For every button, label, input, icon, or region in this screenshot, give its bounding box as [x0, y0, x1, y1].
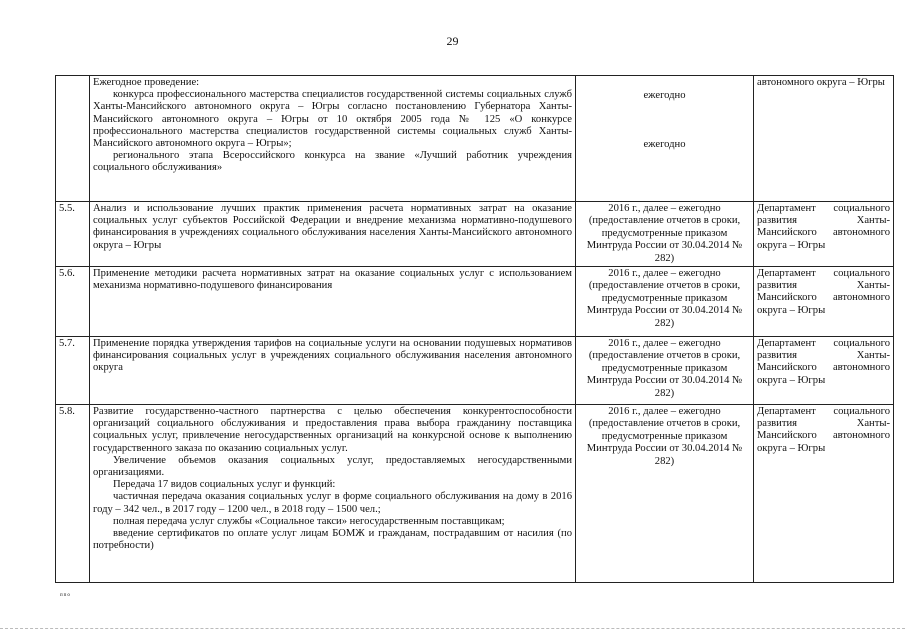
execution-term: 2016 г., далее – ежегодно (предоставление отчетов в сроки, предусмотренные приказом Минтруда России от 30.04.2014 № 282) [576, 405, 754, 583]
measure-description [90, 202, 576, 267]
description-paragraph: Передача 17 видов социальных услуг и функций: [113, 479, 336, 491]
description-paragraph: Развитие государственно-частного партнерства с целью обеспечения конкурентоспособности организаций социального обслуживания и предоставления права выбора гражданину поставщика социальных услуг, привлечение негосударственных организаций на конкурсной основе к выполнению государственного заказа по оказанию социальных услуг. [93, 406, 572, 454]
description-paragraph: регионального этапа Всероссийского конкурса на звание «Лучший работник учреждения социального обслуживания» [93, 150, 572, 174]
row-number [56, 76, 90, 202]
measures-table [55, 75, 894, 583]
description-paragraph: Анализ и использование лучших практик применения расчета нормативных затрат на оказание социальных услуг субъектов Российской Федерации и внедрение механизма нормативно-подушевого финансирования в учреждениях социального обслуживания населения Ханты-Мансийского автономного округа – Югры [93, 203, 572, 251]
responsible-executor: Департамент социального развития Ханты-Мансийского автономного округа – Югры [754, 405, 894, 583]
table-row [56, 202, 894, 267]
description-paragraph: Применение порядка утверждения тарифов на социальные услуги на основании подушевых нормативов финансирования социальных услуг в учреждениях социального обслуживания населения автономного округа [93, 338, 572, 374]
table-row [56, 405, 894, 583]
responsible-executor: автономного округа – Югры [754, 76, 894, 202]
responsible-executor: Департамент социального развития Ханты-Мансийского автономного округа – Югры [754, 267, 894, 337]
term-text: ежегодно [643, 139, 686, 151]
description-paragraph: Применение методики расчета нормативных затрат на оказание социальных услуг с использованием механизма нормативно-подушевого финансирования [93, 268, 572, 292]
description-paragraph: частичная передача оказания социальных услуг в форме социального обслуживания на дому в 2016 году – 342 чел., в 2017 году – 1200 чел., в 2018 году – 1500 чел.; [93, 491, 572, 515]
description-paragraph: введение сертификатов по оплате услуг лицам БОМЖ и гражданам, пострадавшим от насилия (по потребности) [93, 528, 572, 552]
row-number: 5.6. [56, 267, 90, 337]
table-row [56, 76, 894, 202]
measure-description [90, 267, 576, 337]
row-number: 5.5. [56, 202, 90, 267]
measure-description [90, 405, 576, 583]
footer-mark: ппо [60, 593, 71, 598]
description-paragraph: полная передача услуг службы «Социальное такси» негосударственным поставщикам; [113, 515, 505, 527]
row-number: 5.7. [56, 337, 90, 405]
execution-term: 2016 г., далее – ежегодно (предоставление отчетов в сроки, предусмотренные приказом Минтруда России от 30.04.2014 № 282) [576, 267, 754, 337]
scan-edge-line [0, 628, 905, 631]
row-number: 5.8. [56, 405, 90, 583]
execution-term [576, 76, 754, 202]
description-paragraph: Ежегодное проведение: [93, 77, 200, 88]
responsible-executor: Департамент социального развития Ханты-Мансийского автономного округа – Югры [754, 337, 894, 405]
table-row [56, 267, 894, 337]
description-paragraph: конкурса профессионального мастерства специалистов государственной системы социальных служб Ханты-Мансийского автономного округа – Югры согласно постановлению Губернатора Ханты-Мансийского автономного округа – Югры от 10 октября 2005 года № 125 «О конкурсе профессионального мастерства специалистов государственной системы социальных служб Ханты-Мансийского автономного округа – Югры»; [93, 89, 572, 150]
page-number: 29 [446, 34, 459, 48]
measure-description [90, 337, 576, 405]
table-row [56, 337, 894, 405]
measure-description [90, 76, 576, 202]
description-paragraph: Увеличение объемов оказания социальных услуг, предоставляемых негосударственными организациями. [93, 454, 572, 479]
execution-term: 2016 г., далее – ежегодно (предоставление отчетов в сроки, предусмотренные приказом Минтруда России от 30.04.2014 № 282) [576, 337, 754, 405]
term-text: ежегодно [643, 90, 686, 101]
execution-term: 2016 г., далее – ежегодно (предоставление отчетов в сроки, предусмотренные приказом Минтруда России от 30.04.2014 № 282) [576, 202, 754, 267]
responsible-executor: Департамент социального развития Ханты-Мансийского автономного округа – Югры [754, 202, 894, 267]
